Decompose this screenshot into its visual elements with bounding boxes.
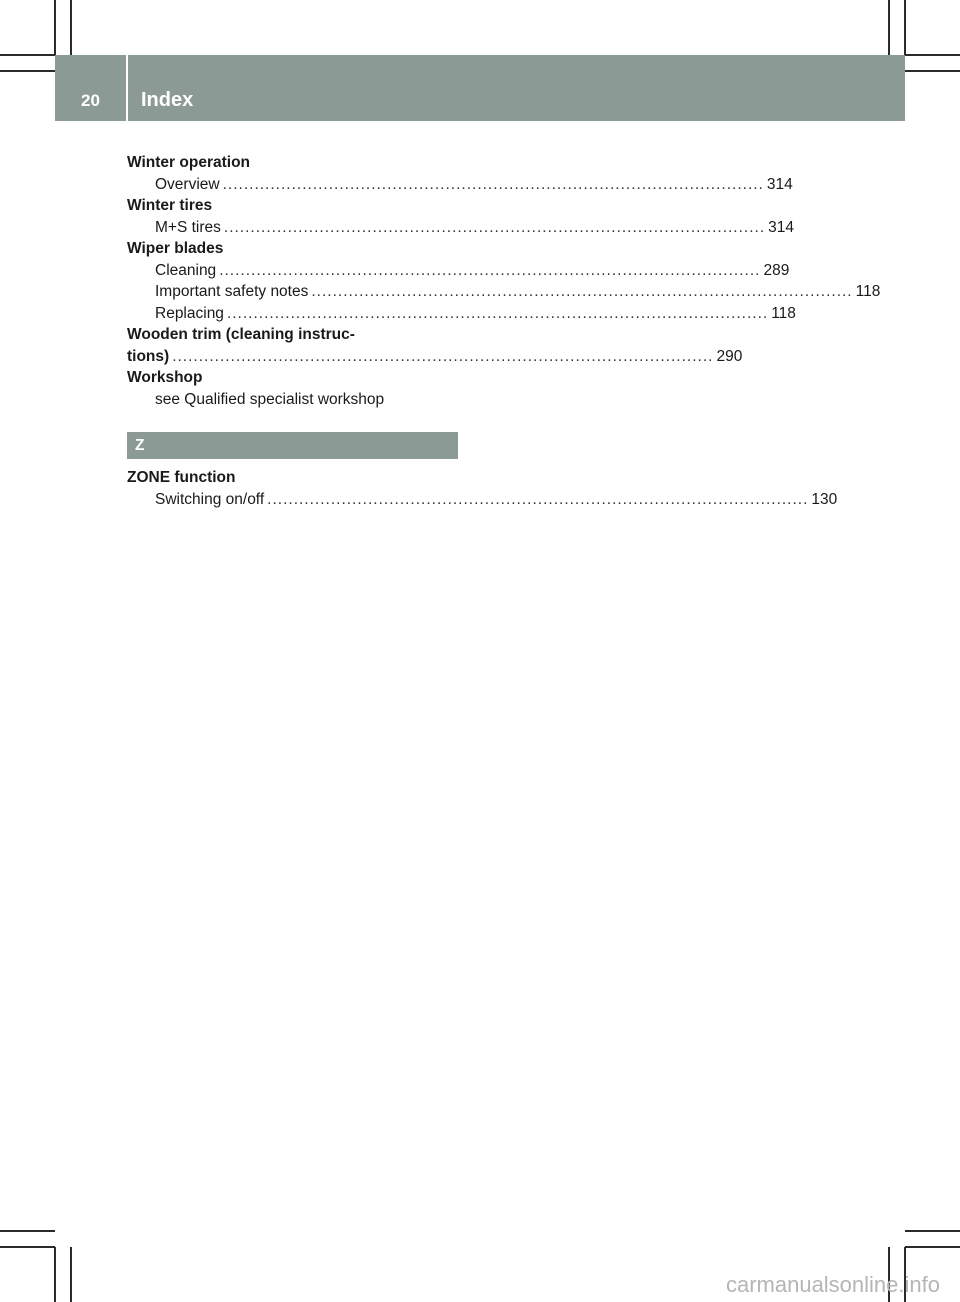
index-subentry [127,489,838,511]
index-heading-continuation [127,346,743,368]
crop-mark [905,1246,960,1248]
page-number: 20 [81,91,100,110]
page-reference: 314 [766,175,793,193]
index-column [127,152,881,510]
crop-mark [905,70,960,72]
crop-mark [905,54,960,56]
section-title: Index [141,89,194,111]
index-subentry [127,303,796,325]
page-header [55,55,905,121]
header-divider [126,55,128,121]
index-heading: Winter tires [127,197,213,214]
crop-mark [70,1247,72,1302]
page-reference: 130 [811,490,838,508]
section-letter-bar: Z [127,432,458,459]
dot-leader: ...................................................................................................... [311,283,853,300]
crop-mark [904,0,906,55]
entry-label: tions) [127,347,170,365]
index-see-reference: see Qualified specialist workshop [155,390,385,408]
watermark: carmanualsonline.info [725,1272,940,1297]
crop-mark [0,54,55,56]
index-subentry [127,281,881,303]
index-subentry [127,260,790,282]
page-reference: 118 [771,304,796,322]
crop-mark [0,1246,55,1248]
page-reference: 289 [763,261,790,279]
crop-mark [54,1247,56,1302]
page-reference: 314 [768,218,795,236]
index-list-w [127,152,881,410]
index-list-z [127,467,838,510]
page-reference: 290 [716,347,743,365]
entry-label: M+S tires [155,218,221,236]
crop-mark [0,1230,55,1232]
crop-mark [70,0,72,55]
dot-leader: ...................................................................................................... [219,261,761,279]
index-subentry [127,217,795,239]
entry-label: Overview [155,175,220,193]
crop-mark [54,0,56,55]
entry-label: Replacing [155,304,224,322]
index-heading: ZONE function [127,469,236,486]
dot-leader: ...................................................................................................... [172,347,714,365]
crop-mark [0,70,55,72]
dot-leader: ...................................................................................................... [223,218,766,236]
page-reference: 118 [855,283,881,300]
index-heading: Wooden trim (cleaning instruc- [127,326,355,343]
dot-leader: ...................................................................................................... [222,175,764,193]
dot-leader: ...................................................................................................... [226,304,769,322]
index-subentry [127,174,793,196]
index-heading: Winter operation [127,154,251,171]
crop-mark [905,1230,960,1232]
index-heading: Wiper blades [127,240,224,257]
dot-leader: ...................................................................................................... [267,490,809,508]
entry-label: Cleaning [155,261,217,279]
index-heading: Workshop [127,369,203,386]
entry-label: Important safety notes [155,283,309,300]
entry-label: Switching on/off [155,490,265,508]
crop-mark [888,0,890,55]
